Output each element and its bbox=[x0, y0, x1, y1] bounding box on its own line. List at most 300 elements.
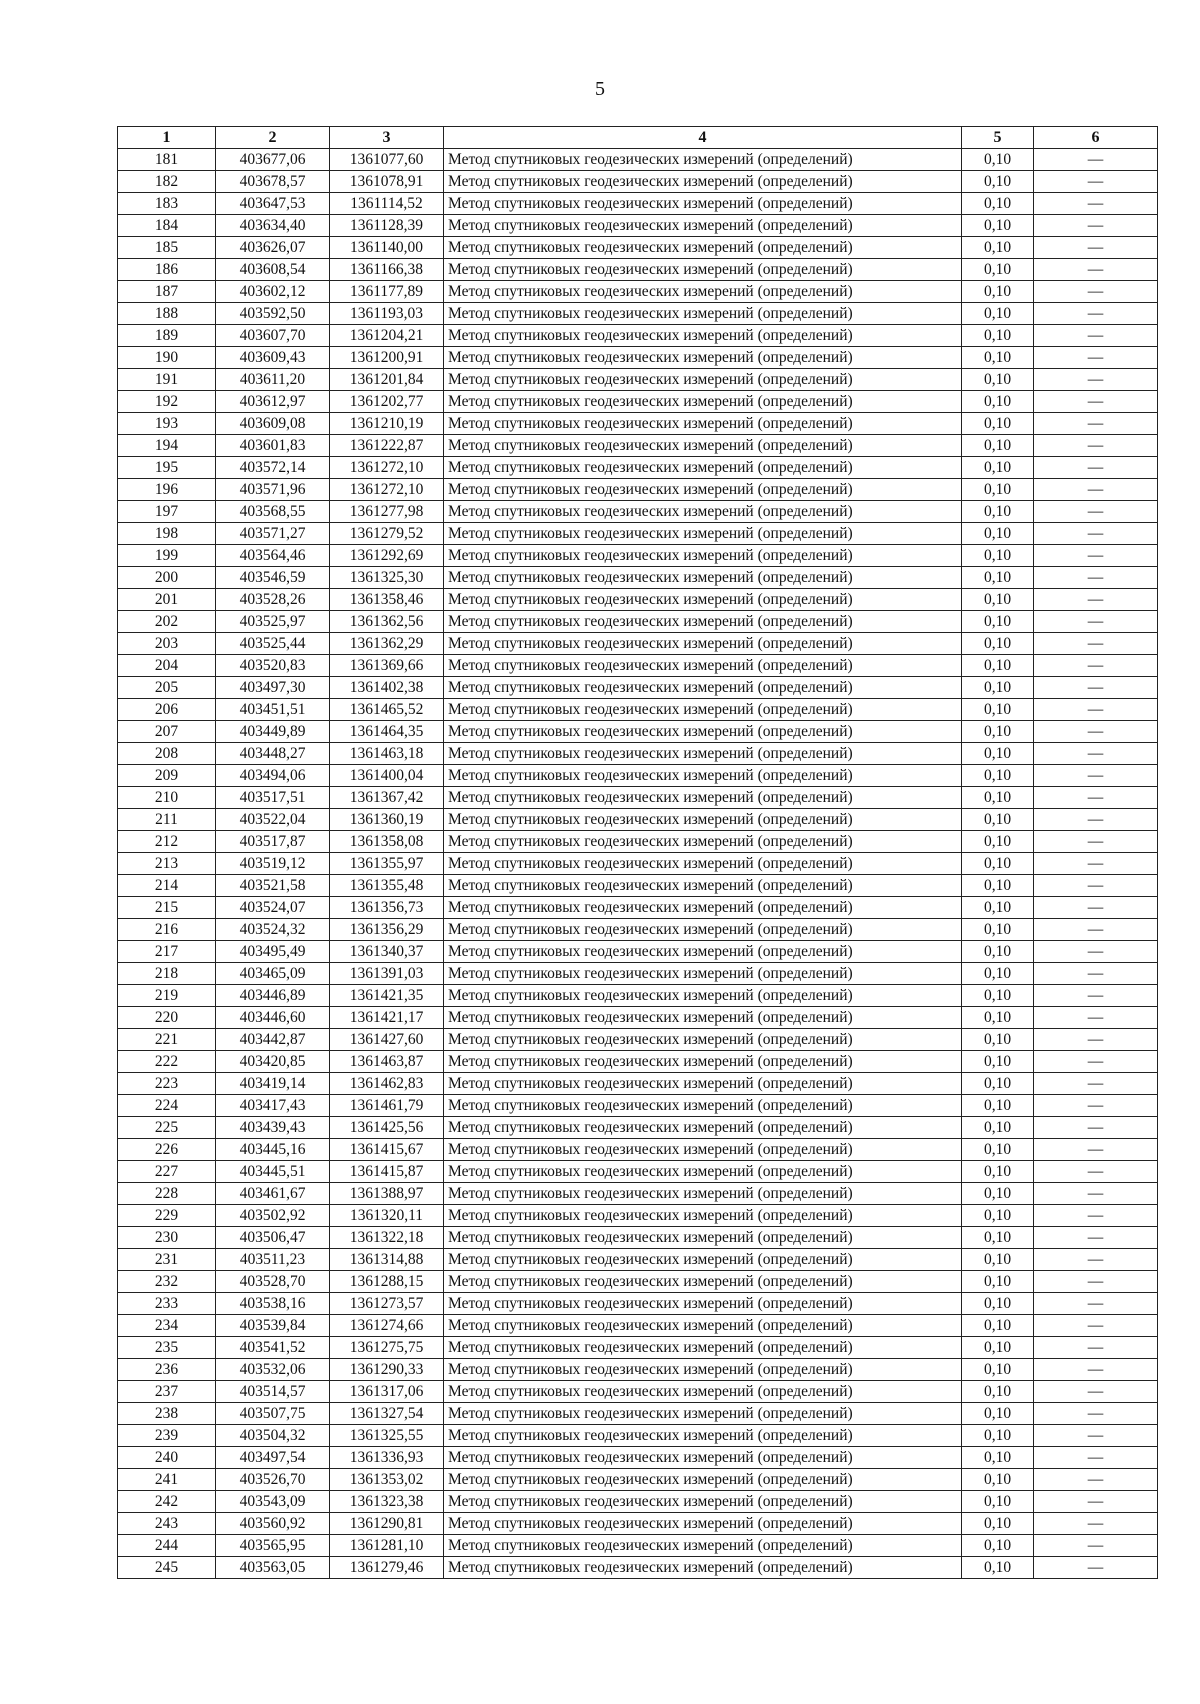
x-coordinate-cell: 403507,75 bbox=[216, 1403, 330, 1425]
accuracy-cell: 0,10 bbox=[962, 1337, 1034, 1359]
point-number-cell: 243 bbox=[118, 1513, 216, 1535]
accuracy-cell: 0,10 bbox=[962, 1469, 1034, 1491]
note-cell: — bbox=[1034, 963, 1158, 985]
point-number-cell: 223 bbox=[118, 1073, 216, 1095]
accuracy-cell: 0,10 bbox=[962, 215, 1034, 237]
point-number-cell: 221 bbox=[118, 1029, 216, 1051]
table-row bbox=[118, 699, 1158, 721]
point-number-cell: 238 bbox=[118, 1403, 216, 1425]
x-coordinate-cell: 403538,16 bbox=[216, 1293, 330, 1315]
table-row bbox=[118, 193, 1158, 215]
method-cell: Метод спутниковых геодезических измерений (определений) bbox=[444, 193, 962, 215]
accuracy-cell: 0,10 bbox=[962, 259, 1034, 281]
header-cell: 5 bbox=[962, 127, 1034, 149]
accuracy-cell: 0,10 bbox=[962, 1403, 1034, 1425]
table-row bbox=[118, 1051, 1158, 1073]
header-cell: 3 bbox=[330, 127, 444, 149]
table-row bbox=[118, 1315, 1158, 1337]
y-coordinate-cell: 1361391,03 bbox=[330, 963, 444, 985]
table-row bbox=[118, 677, 1158, 699]
table-row bbox=[118, 215, 1158, 237]
x-coordinate-cell: 403497,54 bbox=[216, 1447, 330, 1469]
accuracy-cell: 0,10 bbox=[962, 435, 1034, 457]
table-row bbox=[118, 1227, 1158, 1249]
x-coordinate-cell: 403465,09 bbox=[216, 963, 330, 985]
table-row bbox=[118, 831, 1158, 853]
table-row bbox=[118, 985, 1158, 1007]
x-coordinate-cell: 403647,53 bbox=[216, 193, 330, 215]
point-number-cell: 224 bbox=[118, 1095, 216, 1117]
y-coordinate-cell: 1361204,21 bbox=[330, 325, 444, 347]
y-coordinate-cell: 1361463,87 bbox=[330, 1051, 444, 1073]
point-number-cell: 241 bbox=[118, 1469, 216, 1491]
y-coordinate-cell: 1361077,60 bbox=[330, 149, 444, 171]
note-cell: — bbox=[1034, 369, 1158, 391]
header-cell: 6 bbox=[1034, 127, 1158, 149]
y-coordinate-cell: 1361273,57 bbox=[330, 1293, 444, 1315]
note-cell: — bbox=[1034, 523, 1158, 545]
table-row bbox=[118, 809, 1158, 831]
header-cell: 2 bbox=[216, 127, 330, 149]
accuracy-cell: 0,10 bbox=[962, 963, 1034, 985]
table-row bbox=[118, 589, 1158, 611]
note-cell: — bbox=[1034, 831, 1158, 853]
accuracy-cell: 0,10 bbox=[962, 391, 1034, 413]
note-cell: — bbox=[1034, 1557, 1158, 1579]
note-cell: — bbox=[1034, 1425, 1158, 1447]
accuracy-cell: 0,10 bbox=[962, 875, 1034, 897]
accuracy-cell: 0,10 bbox=[962, 501, 1034, 523]
y-coordinate-cell: 1361177,89 bbox=[330, 281, 444, 303]
method-cell: Метод спутниковых геодезических измерений (определений) bbox=[444, 1029, 962, 1051]
method-cell: Метод спутниковых геодезических измерений (определений) bbox=[444, 897, 962, 919]
x-coordinate-cell: 403528,26 bbox=[216, 589, 330, 611]
y-coordinate-cell: 1361277,98 bbox=[330, 501, 444, 523]
x-coordinate-cell: 403602,12 bbox=[216, 281, 330, 303]
accuracy-cell: 0,10 bbox=[962, 1051, 1034, 1073]
accuracy-cell: 0,10 bbox=[962, 1359, 1034, 1381]
table-row bbox=[118, 1007, 1158, 1029]
x-coordinate-cell: 403449,89 bbox=[216, 721, 330, 743]
table-row bbox=[118, 1337, 1158, 1359]
note-cell: — bbox=[1034, 1249, 1158, 1271]
note-cell: — bbox=[1034, 589, 1158, 611]
accuracy-cell: 0,10 bbox=[962, 677, 1034, 699]
note-cell: — bbox=[1034, 325, 1158, 347]
x-coordinate-cell: 403572,14 bbox=[216, 457, 330, 479]
y-coordinate-cell: 1361353,02 bbox=[330, 1469, 444, 1491]
accuracy-cell: 0,10 bbox=[962, 1183, 1034, 1205]
y-coordinate-cell: 1361320,11 bbox=[330, 1205, 444, 1227]
x-coordinate-cell: 403517,87 bbox=[216, 831, 330, 853]
method-cell: Метод спутниковых геодезических измерений (определений) bbox=[444, 435, 962, 457]
accuracy-cell: 0,10 bbox=[962, 1381, 1034, 1403]
x-coordinate-cell: 403521,58 bbox=[216, 875, 330, 897]
point-number-cell: 192 bbox=[118, 391, 216, 413]
method-cell: Метод спутниковых геодезических измерений (определений) bbox=[444, 1425, 962, 1447]
table-header-row bbox=[118, 127, 1158, 149]
accuracy-cell: 0,10 bbox=[962, 787, 1034, 809]
x-coordinate-cell: 403526,70 bbox=[216, 1469, 330, 1491]
table-row bbox=[118, 1139, 1158, 1161]
table-row bbox=[118, 457, 1158, 479]
table-row bbox=[118, 633, 1158, 655]
note-cell: — bbox=[1034, 919, 1158, 941]
accuracy-cell: 0,10 bbox=[962, 1491, 1034, 1513]
accuracy-cell: 0,10 bbox=[962, 1315, 1034, 1337]
y-coordinate-cell: 1361281,10 bbox=[330, 1535, 444, 1557]
method-cell: Метод спутниковых геодезических измерений (определений) bbox=[444, 1227, 962, 1249]
y-coordinate-cell: 1361292,69 bbox=[330, 545, 444, 567]
point-number-cell: 213 bbox=[118, 853, 216, 875]
method-cell: Метод спутниковых геодезических измерений (определений) bbox=[444, 1271, 962, 1293]
x-coordinate-cell: 403560,92 bbox=[216, 1513, 330, 1535]
point-number-cell: 225 bbox=[118, 1117, 216, 1139]
note-cell: — bbox=[1034, 875, 1158, 897]
table-row bbox=[118, 1381, 1158, 1403]
table-row bbox=[118, 435, 1158, 457]
point-number-cell: 215 bbox=[118, 897, 216, 919]
table-row bbox=[118, 1469, 1158, 1491]
note-cell: — bbox=[1034, 1271, 1158, 1293]
note-cell: — bbox=[1034, 1381, 1158, 1403]
method-cell: Метод спутниковых геодезических измерений (определений) bbox=[444, 831, 962, 853]
table-row bbox=[118, 963, 1158, 985]
x-coordinate-cell: 403608,54 bbox=[216, 259, 330, 281]
accuracy-cell: 0,10 bbox=[962, 347, 1034, 369]
y-coordinate-cell: 1361202,77 bbox=[330, 391, 444, 413]
x-coordinate-cell: 403511,23 bbox=[216, 1249, 330, 1271]
accuracy-cell: 0,10 bbox=[962, 809, 1034, 831]
y-coordinate-cell: 1361275,75 bbox=[330, 1337, 444, 1359]
table-row bbox=[118, 1557, 1158, 1579]
point-number-cell: 245 bbox=[118, 1557, 216, 1579]
note-cell: — bbox=[1034, 457, 1158, 479]
point-number-cell: 229 bbox=[118, 1205, 216, 1227]
method-cell: Метод спутниковых геодезических измерений (определений) bbox=[444, 919, 962, 941]
method-cell: Метод спутниковых геодезических измерений (определений) bbox=[444, 1491, 962, 1513]
note-cell: — bbox=[1034, 1139, 1158, 1161]
x-coordinate-cell: 403419,14 bbox=[216, 1073, 330, 1095]
accuracy-cell: 0,10 bbox=[962, 1425, 1034, 1447]
x-coordinate-cell: 403565,95 bbox=[216, 1535, 330, 1557]
accuracy-cell: 0,10 bbox=[962, 1293, 1034, 1315]
point-number-cell: 182 bbox=[118, 171, 216, 193]
method-cell: Метод спутниковых геодезических измерений (определений) bbox=[444, 985, 962, 1007]
note-cell: — bbox=[1034, 1293, 1158, 1315]
accuracy-cell: 0,10 bbox=[962, 523, 1034, 545]
point-number-cell: 242 bbox=[118, 1491, 216, 1513]
accuracy-cell: 0,10 bbox=[962, 1227, 1034, 1249]
x-coordinate-cell: 403607,70 bbox=[216, 325, 330, 347]
method-cell: Метод спутниковых геодезических измерений (определений) bbox=[444, 281, 962, 303]
table-row bbox=[118, 1205, 1158, 1227]
note-cell: — bbox=[1034, 347, 1158, 369]
method-cell: Метод спутниковых геодезических измерений (определений) bbox=[444, 1469, 962, 1491]
table-row bbox=[118, 611, 1158, 633]
method-cell: Метод спутниковых геодезических измерений (определений) bbox=[444, 1205, 962, 1227]
accuracy-cell: 0,10 bbox=[962, 633, 1034, 655]
point-number-cell: 202 bbox=[118, 611, 216, 633]
note-cell: — bbox=[1034, 1161, 1158, 1183]
table-row bbox=[118, 479, 1158, 501]
x-coordinate-cell: 403528,70 bbox=[216, 1271, 330, 1293]
method-cell: Метод спутниковых геодезических измерений (определений) bbox=[444, 1513, 962, 1535]
table-row bbox=[118, 787, 1158, 809]
method-cell: Метод спутниковых геодезических измерений (определений) bbox=[444, 721, 962, 743]
x-coordinate-cell: 403494,06 bbox=[216, 765, 330, 787]
note-cell: — bbox=[1034, 1051, 1158, 1073]
y-coordinate-cell: 1361362,29 bbox=[330, 633, 444, 655]
table-row bbox=[118, 545, 1158, 567]
accuracy-cell: 0,10 bbox=[962, 919, 1034, 941]
note-cell: — bbox=[1034, 1095, 1158, 1117]
x-coordinate-cell: 403677,06 bbox=[216, 149, 330, 171]
note-cell: — bbox=[1034, 281, 1158, 303]
x-coordinate-cell: 403564,46 bbox=[216, 545, 330, 567]
y-coordinate-cell: 1361288,15 bbox=[330, 1271, 444, 1293]
y-coordinate-cell: 1361322,18 bbox=[330, 1227, 444, 1249]
point-number-cell: 203 bbox=[118, 633, 216, 655]
accuracy-cell: 0,10 bbox=[962, 237, 1034, 259]
accuracy-cell: 0,10 bbox=[962, 325, 1034, 347]
method-cell: Метод спутниковых геодезических измерений (определений) bbox=[444, 1249, 962, 1271]
point-number-cell: 240 bbox=[118, 1447, 216, 1469]
point-number-cell: 187 bbox=[118, 281, 216, 303]
method-cell: Метод спутниковых геодезических измерений (определений) bbox=[444, 391, 962, 413]
table-row bbox=[118, 1073, 1158, 1095]
y-coordinate-cell: 1361415,87 bbox=[330, 1161, 444, 1183]
method-cell: Метод спутниковых геодезических измерений (определений) bbox=[444, 1315, 962, 1337]
note-cell: — bbox=[1034, 1469, 1158, 1491]
page-number: 5 bbox=[595, 78, 605, 100]
note-cell: — bbox=[1034, 1073, 1158, 1095]
accuracy-cell: 0,10 bbox=[962, 765, 1034, 787]
y-coordinate-cell: 1361128,39 bbox=[330, 215, 444, 237]
point-number-cell: 210 bbox=[118, 787, 216, 809]
accuracy-cell: 0,10 bbox=[962, 1007, 1034, 1029]
table-row bbox=[118, 501, 1158, 523]
note-cell: — bbox=[1034, 215, 1158, 237]
method-cell: Метод спутниковых геодезических измерений (определений) bbox=[444, 743, 962, 765]
accuracy-cell: 0,10 bbox=[962, 985, 1034, 1007]
accuracy-cell: 0,10 bbox=[962, 303, 1034, 325]
accuracy-cell: 0,10 bbox=[962, 567, 1034, 589]
y-coordinate-cell: 1361222,87 bbox=[330, 435, 444, 457]
accuracy-cell: 0,10 bbox=[962, 193, 1034, 215]
table-row bbox=[118, 1161, 1158, 1183]
table-row bbox=[118, 237, 1158, 259]
method-cell: Метод спутниковых геодезических измерений (определений) bbox=[444, 1051, 962, 1073]
point-number-cell: 239 bbox=[118, 1425, 216, 1447]
y-coordinate-cell: 1361421,35 bbox=[330, 985, 444, 1007]
y-coordinate-cell: 1361356,29 bbox=[330, 919, 444, 941]
table-row bbox=[118, 897, 1158, 919]
y-coordinate-cell: 1361367,42 bbox=[330, 787, 444, 809]
note-cell: — bbox=[1034, 1117, 1158, 1139]
method-cell: Метод спутниковых геодезических измерений (определений) bbox=[444, 1183, 962, 1205]
x-coordinate-cell: 403541,52 bbox=[216, 1337, 330, 1359]
point-number-cell: 212 bbox=[118, 831, 216, 853]
method-cell: Метод спутниковых геодезических измерений (определений) bbox=[444, 369, 962, 391]
point-number-cell: 220 bbox=[118, 1007, 216, 1029]
point-number-cell: 216 bbox=[118, 919, 216, 941]
point-number-cell: 186 bbox=[118, 259, 216, 281]
x-coordinate-cell: 403525,97 bbox=[216, 611, 330, 633]
note-cell: — bbox=[1034, 1359, 1158, 1381]
point-number-cell: 198 bbox=[118, 523, 216, 545]
method-cell: Метод спутниковых геодезических измерений (определений) bbox=[444, 633, 962, 655]
method-cell: Метод спутниковых геодезических измерений (определений) bbox=[444, 611, 962, 633]
note-cell: — bbox=[1034, 611, 1158, 633]
y-coordinate-cell: 1361465,52 bbox=[330, 699, 444, 721]
point-number-cell: 206 bbox=[118, 699, 216, 721]
y-coordinate-cell: 1361325,55 bbox=[330, 1425, 444, 1447]
table-row bbox=[118, 347, 1158, 369]
y-coordinate-cell: 1361355,97 bbox=[330, 853, 444, 875]
point-number-cell: 219 bbox=[118, 985, 216, 1007]
accuracy-cell: 0,10 bbox=[962, 853, 1034, 875]
method-cell: Метод спутниковых геодезических измерений (определений) bbox=[444, 699, 962, 721]
method-cell: Метод спутниковых геодезических измерений (определений) bbox=[444, 303, 962, 325]
note-cell: — bbox=[1034, 787, 1158, 809]
x-coordinate-cell: 403609,43 bbox=[216, 347, 330, 369]
accuracy-cell: 0,10 bbox=[962, 611, 1034, 633]
note-cell: — bbox=[1034, 1447, 1158, 1469]
y-coordinate-cell: 1361388,97 bbox=[330, 1183, 444, 1205]
note-cell: — bbox=[1034, 413, 1158, 435]
method-cell: Метод спутниковых геодезических измерений (определений) bbox=[444, 1139, 962, 1161]
note-cell: — bbox=[1034, 743, 1158, 765]
x-coordinate-cell: 403448,27 bbox=[216, 743, 330, 765]
method-cell: Метод спутниковых геодезических измерений (определений) bbox=[444, 237, 962, 259]
accuracy-cell: 0,10 bbox=[962, 1271, 1034, 1293]
y-coordinate-cell: 1361464,35 bbox=[330, 721, 444, 743]
table-row bbox=[118, 1117, 1158, 1139]
table-row bbox=[118, 325, 1158, 347]
x-coordinate-cell: 403543,09 bbox=[216, 1491, 330, 1513]
point-number-cell: 194 bbox=[118, 435, 216, 457]
x-coordinate-cell: 403539,84 bbox=[216, 1315, 330, 1337]
accuracy-cell: 0,10 bbox=[962, 1535, 1034, 1557]
y-coordinate-cell: 1361427,60 bbox=[330, 1029, 444, 1051]
y-coordinate-cell: 1361355,48 bbox=[330, 875, 444, 897]
y-coordinate-cell: 1361463,18 bbox=[330, 743, 444, 765]
y-coordinate-cell: 1361193,03 bbox=[330, 303, 444, 325]
point-number-cell: 181 bbox=[118, 149, 216, 171]
point-number-cell: 209 bbox=[118, 765, 216, 787]
point-number-cell: 217 bbox=[118, 941, 216, 963]
table-body bbox=[118, 149, 1158, 1579]
accuracy-cell: 0,10 bbox=[962, 721, 1034, 743]
y-coordinate-cell: 1361425,56 bbox=[330, 1117, 444, 1139]
point-number-cell: 195 bbox=[118, 457, 216, 479]
point-number-cell: 244 bbox=[118, 1535, 216, 1557]
note-cell: — bbox=[1034, 1007, 1158, 1029]
point-number-cell: 208 bbox=[118, 743, 216, 765]
point-number-cell: 189 bbox=[118, 325, 216, 347]
y-coordinate-cell: 1361340,37 bbox=[330, 941, 444, 963]
note-cell: — bbox=[1034, 1227, 1158, 1249]
y-coordinate-cell: 1361290,81 bbox=[330, 1513, 444, 1535]
table-row bbox=[118, 1095, 1158, 1117]
x-coordinate-cell: 403563,05 bbox=[216, 1557, 330, 1579]
note-cell: — bbox=[1034, 1491, 1158, 1513]
table-row bbox=[118, 1029, 1158, 1051]
note-cell: — bbox=[1034, 765, 1158, 787]
table-row bbox=[118, 941, 1158, 963]
accuracy-cell: 0,10 bbox=[962, 457, 1034, 479]
y-coordinate-cell: 1361362,56 bbox=[330, 611, 444, 633]
coordinates-table bbox=[117, 126, 1158, 1579]
y-coordinate-cell: 1361415,67 bbox=[330, 1139, 444, 1161]
method-cell: Метод спутниковых геодезических измерений (определений) bbox=[444, 1447, 962, 1469]
accuracy-cell: 0,10 bbox=[962, 1205, 1034, 1227]
point-number-cell: 183 bbox=[118, 193, 216, 215]
accuracy-cell: 0,10 bbox=[962, 479, 1034, 501]
accuracy-cell: 0,10 bbox=[962, 699, 1034, 721]
method-cell: Метод спутниковых геодезических измерений (определений) bbox=[444, 875, 962, 897]
point-number-cell: 201 bbox=[118, 589, 216, 611]
x-coordinate-cell: 403571,96 bbox=[216, 479, 330, 501]
method-cell: Метод спутниковых геодезических измерений (определений) bbox=[444, 325, 962, 347]
method-cell: Метод спутниковых геодезических измерений (определений) bbox=[444, 523, 962, 545]
method-cell: Метод спутниковых геодезических измерений (определений) bbox=[444, 479, 962, 501]
note-cell: — bbox=[1034, 545, 1158, 567]
table-row bbox=[118, 567, 1158, 589]
note-cell: — bbox=[1034, 853, 1158, 875]
accuracy-cell: 0,10 bbox=[962, 589, 1034, 611]
point-number-cell: 237 bbox=[118, 1381, 216, 1403]
x-coordinate-cell: 403502,92 bbox=[216, 1205, 330, 1227]
table-row bbox=[118, 1249, 1158, 1271]
table-row bbox=[118, 743, 1158, 765]
point-number-cell: 214 bbox=[118, 875, 216, 897]
x-coordinate-cell: 403445,51 bbox=[216, 1161, 330, 1183]
table-row bbox=[118, 259, 1158, 281]
x-coordinate-cell: 403461,67 bbox=[216, 1183, 330, 1205]
table-row bbox=[118, 1293, 1158, 1315]
y-coordinate-cell: 1361290,33 bbox=[330, 1359, 444, 1381]
y-coordinate-cell: 1361327,54 bbox=[330, 1403, 444, 1425]
table-row bbox=[118, 1359, 1158, 1381]
accuracy-cell: 0,10 bbox=[962, 1029, 1034, 1051]
accuracy-cell: 0,10 bbox=[962, 1447, 1034, 1469]
method-cell: Метод спутниковых геодезических измерений (определений) bbox=[444, 1337, 962, 1359]
x-coordinate-cell: 403524,07 bbox=[216, 897, 330, 919]
note-cell: — bbox=[1034, 1513, 1158, 1535]
point-number-cell: 191 bbox=[118, 369, 216, 391]
method-cell: Метод спутниковых геодезических измерений (определений) bbox=[444, 149, 962, 171]
x-coordinate-cell: 403506,47 bbox=[216, 1227, 330, 1249]
point-number-cell: 204 bbox=[118, 655, 216, 677]
x-coordinate-cell: 403519,12 bbox=[216, 853, 330, 875]
note-cell: — bbox=[1034, 435, 1158, 457]
y-coordinate-cell: 1361274,66 bbox=[330, 1315, 444, 1337]
accuracy-cell: 0,10 bbox=[962, 171, 1034, 193]
y-coordinate-cell: 1361140,00 bbox=[330, 237, 444, 259]
note-cell: — bbox=[1034, 677, 1158, 699]
table-row bbox=[118, 655, 1158, 677]
method-cell: Метод спутниковых геодезических измерений (определений) bbox=[444, 1359, 962, 1381]
table-row bbox=[118, 875, 1158, 897]
y-coordinate-cell: 1361462,83 bbox=[330, 1073, 444, 1095]
note-cell: — bbox=[1034, 567, 1158, 589]
method-cell: Метод спутниковых геодезических измерений (определений) bbox=[444, 1403, 962, 1425]
point-number-cell: 226 bbox=[118, 1139, 216, 1161]
point-number-cell: 188 bbox=[118, 303, 216, 325]
method-cell: Метод спутниковых геодезических измерений (определений) bbox=[444, 677, 962, 699]
